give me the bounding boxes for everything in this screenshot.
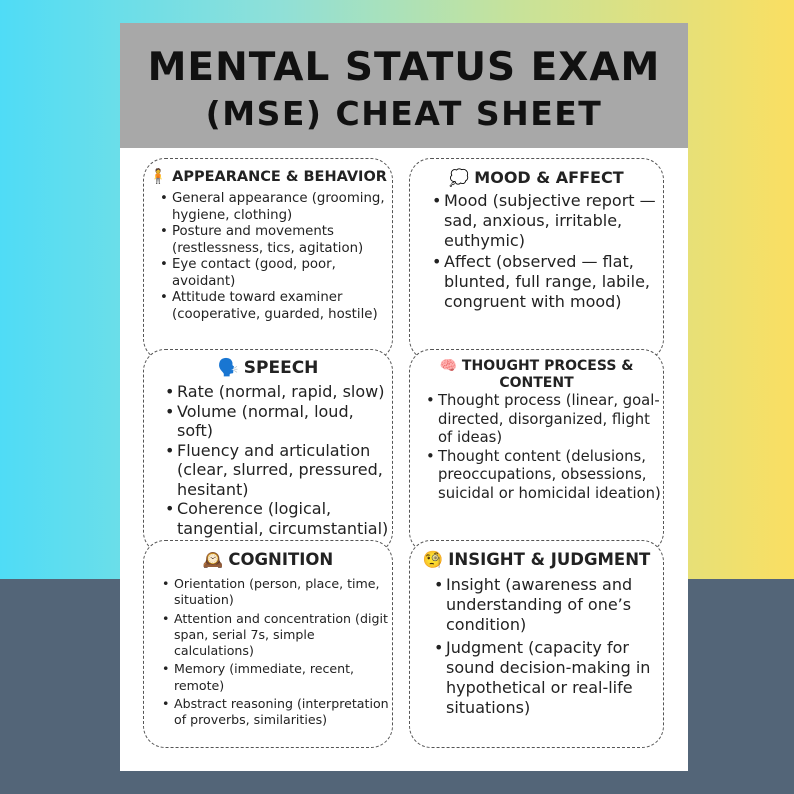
monocle-face-icon: 🧐 — [422, 550, 444, 569]
section-list — [446, 575, 663, 718]
section-heading — [144, 358, 392, 378]
title-line-2: (MSE) CHEAT SHEET — [205, 94, 603, 133]
section-list — [174, 576, 392, 729]
list-item: • Mood (subjective report — sad, anxious, irritable, euthymic) — [444, 191, 663, 251]
section-heading-text: THOUGHT PROCESS & CONTENT — [461, 358, 634, 391]
list-item: • Coherence (logical, tangential, circumstantial) — [177, 499, 392, 538]
list-item: • Fluency and articulation (clear, slurred, pressured, hesitant) — [177, 441, 392, 500]
list-item: • Thought process (linear, goal-directed, disorganized, flight of ideas) — [438, 392, 663, 448]
section-insight-judgment — [409, 540, 664, 748]
section-heading — [410, 358, 663, 392]
section-mood-affect — [409, 158, 664, 361]
list-item: • Attention and concentration (digit span, serial 7s, simple calculations) — [174, 611, 392, 660]
section-heading-text: COGNITION — [228, 550, 334, 569]
list-item: • Orientation (person, place, time, situation) — [174, 576, 392, 609]
thought-bubble-icon: 💭 — [449, 168, 470, 187]
section-speech — [143, 349, 393, 554]
section-list — [172, 191, 392, 323]
list-item: • Thought content (delusions, preoccupations, obsessions, suicidal or homicidal ideation) — [438, 448, 663, 504]
cheat-sheet-page — [120, 23, 688, 771]
brain-icon: 🧠 — [439, 358, 457, 374]
list-item: • Rate (normal, rapid, slow) — [177, 382, 392, 402]
title-line-1: MENTAL STATUS EXAM — [147, 45, 661, 90]
section-heading — [410, 550, 663, 570]
list-item: • Memory (immediate, recent, remote) — [174, 661, 392, 694]
list-item: • Volume (normal, loud, soft) — [177, 402, 392, 441]
section-heading — [144, 168, 392, 185]
section-heading — [144, 550, 392, 570]
section-list — [177, 382, 392, 538]
list-item: • Eye contact (good, poor, avoidant) — [172, 257, 392, 290]
mantelpiece-clock-icon: 🕰️ — [202, 550, 224, 569]
list-item: • Attitude toward examiner (cooperative, guarded, hostile) — [172, 290, 392, 323]
section-heading-text: APPEARANCE & BEHAVIOR — [172, 169, 387, 185]
list-item: • Posture and movements (restlessness, tics, agitation) — [172, 224, 392, 257]
section-thought-process-content — [409, 349, 664, 554]
list-item: • Judgment (capacity for sound decision-making in hypothetical or real-life situations) — [446, 638, 663, 718]
section-appearance-behavior — [143, 158, 393, 361]
list-item: • General appearance (grooming, hygiene, clothing) — [172, 191, 392, 224]
list-item: • Affect (observed — flat, blunted, full range, labile, congruent with mood) — [444, 252, 663, 312]
person-standing-icon: 🧍 — [149, 169, 168, 185]
section-heading-text: MOOD & AFFECT — [474, 168, 624, 187]
section-heading — [410, 168, 663, 187]
section-list — [444, 191, 663, 312]
list-item: • Insight (awareness and understanding of one’s condition) — [446, 575, 663, 635]
section-cognition — [143, 540, 393, 748]
speaking-head-icon: 🗣️ — [217, 358, 239, 378]
section-heading-text: INSIGHT & JUDGMENT — [448, 550, 651, 569]
title-banner — [120, 23, 688, 148]
list-item: • Abstract reasoning (interpretation of proverbs, similarities) — [174, 696, 392, 729]
section-heading-text: SPEECH — [243, 358, 319, 378]
section-list — [438, 392, 663, 503]
